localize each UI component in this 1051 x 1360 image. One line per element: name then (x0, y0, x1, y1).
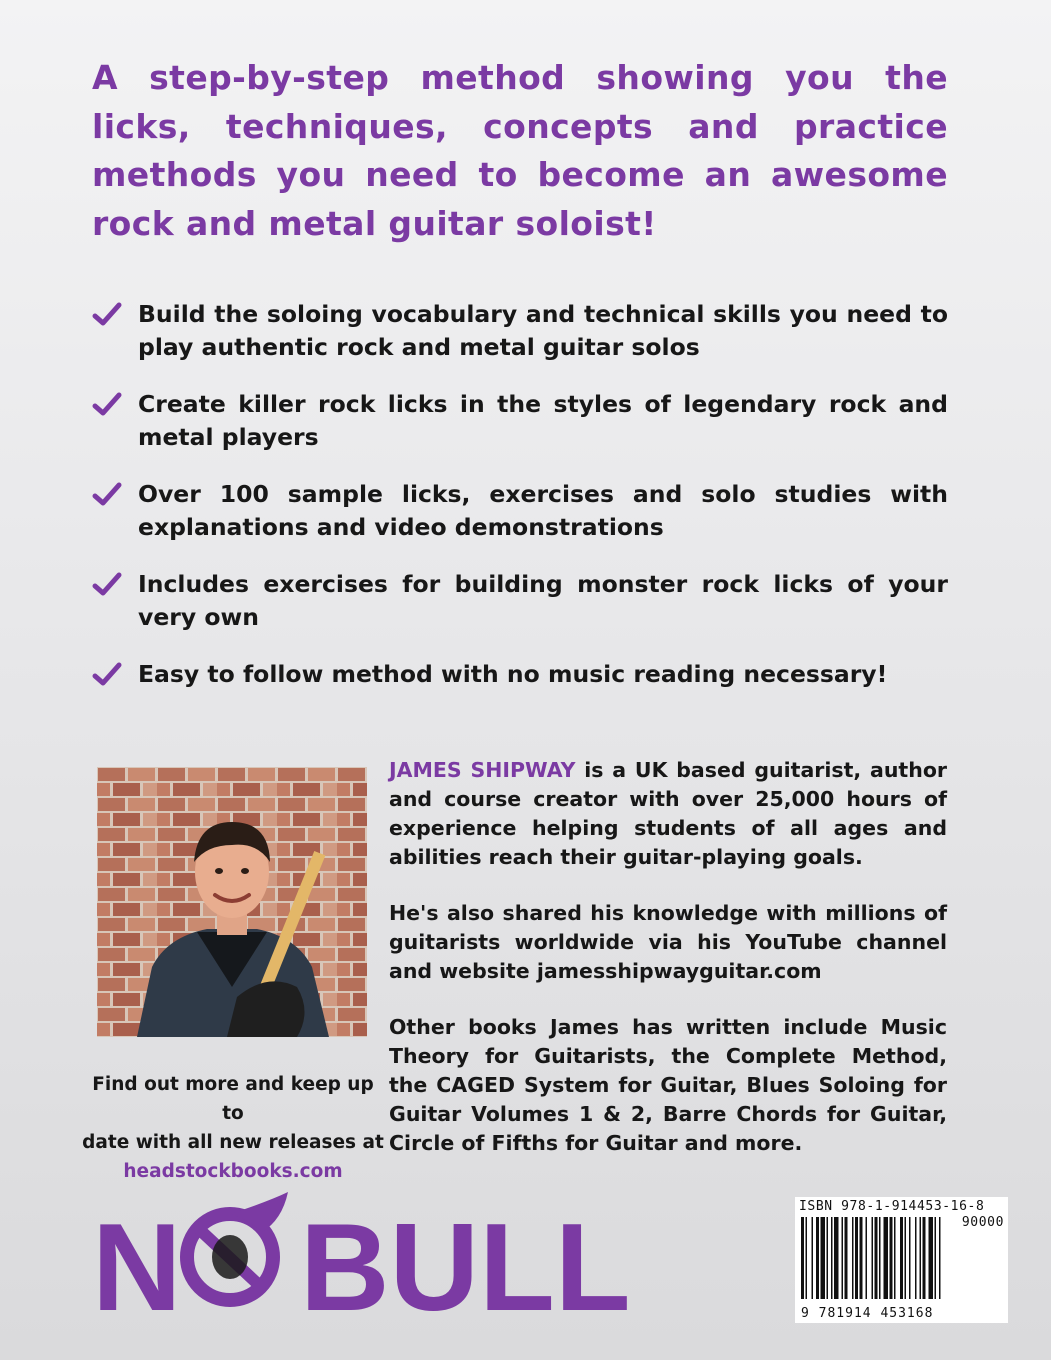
feature-list (92, 298, 948, 748)
price-addon: 90000 (961, 1215, 1004, 1230)
bio-paragraph-2: He's also shared his knowledge with millions of guitarists worldwide via his YouTube channel and website jamesshipwayguitar.com (389, 901, 947, 983)
checkmark-icon (92, 392, 122, 418)
checkmark-icon (92, 662, 122, 688)
isbn-number: ISBN 978-1-914453-16-8 (799, 1199, 985, 1214)
barcode-bars (801, 1217, 1001, 1305)
bullet-text: Includes exercises for building monster rock licks of your very own (138, 570, 948, 631)
author-photo (97, 767, 367, 1037)
no-bull-logo (92, 1194, 631, 1337)
bullet-text: Easy to follow method with no music reading necessary! (138, 660, 888, 688)
headline: A step-by-step method showing you the licks, techniques, concepts and practice methods you need to become an awesome rock and metal guitar soloist! (92, 58, 948, 243)
list-item (92, 298, 948, 388)
list-item (92, 388, 948, 478)
checkmark-icon (92, 572, 122, 598)
list-item (92, 568, 948, 658)
bio-paragraph-3: Other books James has written include Music Theory for Guitarists, the Complete Method, the CAGED System for Guitar, Blues Soloing for Guitar Volumes 1 & 2, Barre Chords for Guitar, Circle of Fifths for Guitar and more. (389, 1015, 947, 1155)
website-link[interactable]: headstockbooks.com (123, 1161, 343, 1182)
findout-text (80, 1070, 386, 1186)
isbn-barcode (795, 1197, 1008, 1323)
barcode-digits: 9 781914 453168 (801, 1306, 934, 1321)
findout-line1: Find out more and keep up to (92, 1074, 374, 1124)
author-name: JAMES SHIPWAY (389, 758, 576, 782)
author-bio (389, 756, 947, 1185)
bullet-text: Create killer rock licks in the styles of legendary rock and metal players (138, 390, 948, 451)
bullet-text: Build the soloing vocabulary and technical skills you need to play authentic rock and metal guitar solos (138, 300, 948, 361)
checkmark-icon (92, 302, 122, 328)
list-item (92, 658, 948, 748)
logo-letter-n: N (92, 1199, 182, 1337)
checkmark-icon (92, 482, 122, 508)
bio-p1-text: is a UK based guitarist, author and course creator with over 25,000 hours of experience helping students of all ages and abilities reach their guitar-playing goals. (389, 758, 948, 869)
list-item (92, 478, 948, 568)
bullet-text: Over 100 sample licks, exercises and solo studies with explanations and video demonstrations (138, 480, 948, 541)
bull-horn-icon (187, 1192, 288, 1300)
bio-paragraph-1 (389, 756, 947, 872)
findout-line2: date with all new releases at (82, 1132, 384, 1153)
logo-word-bull: BULL (300, 1199, 631, 1337)
